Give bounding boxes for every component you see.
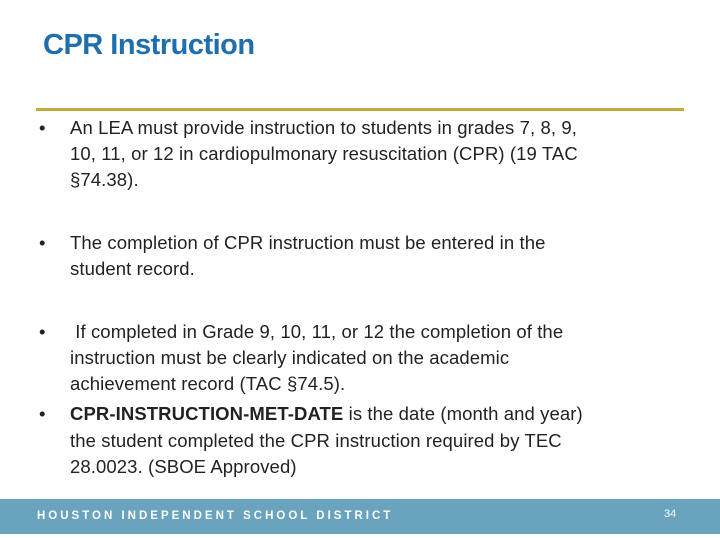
page-number: 34 <box>664 508 677 520</box>
bullet-3-line-1: If completed in Grade 9, 10, 11, or 12 the completion of the <box>70 321 564 342</box>
slide-title: CPR Instruction <box>43 29 255 61</box>
footer-bar <box>0 499 720 534</box>
bullet-marker: • <box>39 321 46 342</box>
bullet-marker: • <box>39 117 46 138</box>
bullet-3-line-3: achievement record (TAC §74.5). <box>70 373 346 394</box>
bullet-4-line-3: 28.0023. (SBOE Approved) <box>70 456 297 477</box>
bullet-1-line-2: 10, 11, or 12 in cardiopulmonary resuscitation (CPR) (19 TAC <box>70 143 578 164</box>
bullet-2-line-2: student record. <box>70 258 195 279</box>
field-name: CPR-INSTRUCTION-MET-DATE <box>70 403 344 424</box>
bullet-4-line-1 <box>70 403 583 425</box>
bullet-marker: • <box>39 403 46 424</box>
bullet-1-line-3: §74.38). <box>70 169 139 190</box>
bullet-1-line-1: An LEA must provide instruction to students in grades 7, 8, 9, <box>70 117 578 138</box>
bullet-2-line-1: The completion of CPR instruction must be entered in the <box>70 232 546 253</box>
bullet-3-line-2: instruction must be clearly indicated on the academic <box>70 347 510 368</box>
bullet-4-line-2: the student completed the CPR instruction required by TEC <box>70 430 562 451</box>
bullet-marker: • <box>39 232 46 253</box>
organization-name: HOUSTON INDEPENDENT SCHOOL DISTRICT <box>37 510 394 522</box>
title-divider <box>36 108 684 111</box>
bullet-4-text: is the date (month and year) <box>343 403 583 424</box>
